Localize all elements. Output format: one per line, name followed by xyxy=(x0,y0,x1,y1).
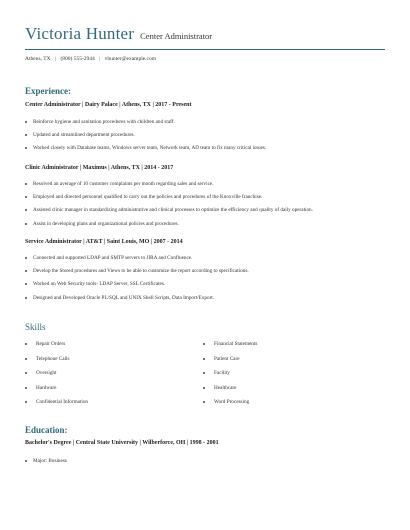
job-bullets xyxy=(25,180,385,233)
skill-item: Word Processing xyxy=(203,398,363,413)
skills-heading: Skills xyxy=(25,322,46,332)
degree-heading: Bachelor's Degree | Central State University | Wilberforce, OH | 1998 - 2001 xyxy=(25,440,219,446)
contact-location: Athens, TX xyxy=(25,56,51,62)
list-item: Develop the Stored procedures and Views to be able to customize the report according to specifications. xyxy=(25,267,385,280)
education-heading: Education: xyxy=(25,425,68,435)
skill-item: Confidential Information xyxy=(25,398,203,413)
contact-email: vhunter@example.com xyxy=(104,56,157,62)
list-item: Updated and streamlined department procedures. xyxy=(25,131,385,144)
skill-item: Repair Orders xyxy=(25,340,203,355)
list-item: Resolved an average of 10 customer complaints per month regarding sales and service. xyxy=(25,180,385,193)
list-item: Major: Business xyxy=(25,457,385,470)
name-row xyxy=(25,24,385,44)
list-item: Connected and supported LDAP and SMTP servers to JIRA and Confluence. xyxy=(25,254,385,267)
job-heading: Center Administrator | Dairy Palace | Athens, TX | 2017 - Present xyxy=(25,102,192,108)
skill-item: Telephone Calls xyxy=(25,355,203,370)
list-item: Worked closely with Database teams, Windows server team, Network team, AD team to fix many critical issues. xyxy=(25,144,385,157)
experience-heading: Experience: xyxy=(25,86,71,96)
skill-item: Oversight xyxy=(25,369,203,384)
skills-grid xyxy=(25,340,365,413)
list-item: Employed and directed personnel qualified to carry out the policies and procedures of the Knoxville franchise. xyxy=(25,193,385,206)
job-bullets xyxy=(25,118,385,158)
contact-separator: | xyxy=(54,56,57,62)
list-item: Reinforce hygiene and sanitation procedures with children and staff. xyxy=(25,118,385,131)
skill-item: Hardware xyxy=(25,384,203,399)
list-item: Assisted clinic manager in standardizing administrative and clinical processes to optimize the efficiency and quality of daily operation. xyxy=(25,206,385,219)
contact-line xyxy=(25,56,156,62)
skill-item: Patient Care xyxy=(203,355,363,370)
list-item: Assist in developing plans and organizational policies and procedures. xyxy=(25,220,385,233)
resume-header xyxy=(25,24,385,62)
skill-item: Financial Statements xyxy=(203,340,363,355)
header-divider xyxy=(25,49,385,50)
contact-phone: (800) 555-2944 xyxy=(60,56,95,62)
list-item: Designed and Developed Oracle PL/SQL and UNIX Shell Scripts, Data Import/Export. xyxy=(25,294,385,307)
candidate-name: Victoria Hunter xyxy=(25,24,135,43)
job-heading: Service Administrator | AT&T | Saint Louis, MO | 2007 - 2014 xyxy=(25,239,183,245)
candidate-title: Center Administrator xyxy=(140,31,213,41)
education-details xyxy=(25,457,385,470)
job-heading: Clinic Administrator | Maximus | Athens, TX | 2014 - 2017 xyxy=(25,165,174,171)
skill-item: Facility xyxy=(203,369,363,384)
job-bullets xyxy=(25,254,385,307)
contact-separator: | xyxy=(99,56,101,62)
skill-item: Healthcare xyxy=(203,384,363,399)
list-item: Worked on Web Security tools- LDAP Server, SSL Certificates. xyxy=(25,280,385,293)
